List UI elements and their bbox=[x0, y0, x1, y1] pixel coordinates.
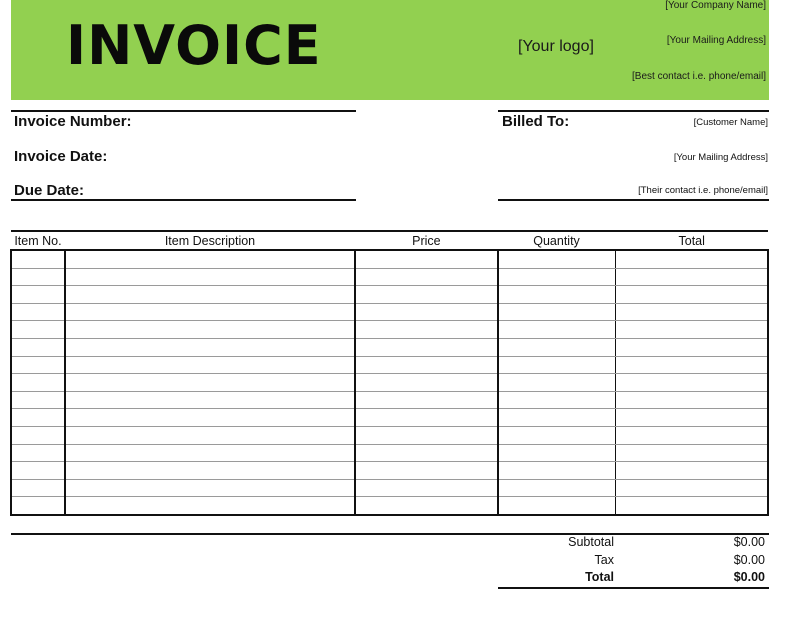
table-cell[interactable] bbox=[615, 462, 768, 480]
table-cell[interactable] bbox=[498, 268, 616, 286]
table-cell[interactable] bbox=[11, 286, 65, 304]
company-mailing-address[interactable]: [Your Mailing Address] bbox=[666, 35, 766, 46]
table-row bbox=[11, 409, 768, 427]
table-cell[interactable] bbox=[498, 286, 616, 304]
table-cell[interactable] bbox=[498, 479, 616, 497]
table-cell[interactable] bbox=[615, 286, 768, 304]
table-row bbox=[11, 268, 768, 286]
table-cell[interactable] bbox=[498, 250, 616, 268]
table-cell[interactable] bbox=[498, 356, 616, 374]
table-cell[interactable] bbox=[498, 444, 616, 462]
table-cell[interactable] bbox=[65, 426, 355, 444]
table-row bbox=[11, 356, 768, 374]
table-cell[interactable] bbox=[498, 338, 616, 356]
table-cell[interactable] bbox=[65, 321, 355, 339]
table-row bbox=[11, 497, 768, 515]
customer-contact[interactable]: [Their contact i.e. phone/email] bbox=[638, 185, 768, 196]
table-cell[interactable] bbox=[355, 338, 498, 356]
table-cell[interactable] bbox=[65, 286, 355, 304]
table-cell[interactable] bbox=[65, 497, 355, 515]
table-row bbox=[11, 374, 768, 392]
table-cell[interactable] bbox=[498, 374, 616, 392]
customer-mailing-address[interactable]: [Your Mailing Address] bbox=[673, 152, 768, 163]
table-cell[interactable] bbox=[498, 391, 616, 409]
table-row bbox=[11, 444, 768, 462]
table-cell[interactable] bbox=[355, 462, 498, 480]
company-contact[interactable]: [Best contact i.e. phone/email] bbox=[632, 71, 766, 82]
logo-placeholder[interactable]: [Your logo] bbox=[518, 38, 594, 55]
table-cell[interactable] bbox=[498, 321, 616, 339]
subtotal-value: $0.00 bbox=[733, 535, 765, 549]
table-cell[interactable] bbox=[65, 462, 355, 480]
table-cell[interactable] bbox=[65, 444, 355, 462]
billed-bottom-rule bbox=[498, 199, 769, 201]
table-cell[interactable] bbox=[355, 391, 498, 409]
table-row bbox=[11, 286, 768, 304]
total-label: Total bbox=[585, 570, 614, 584]
table-cell[interactable] bbox=[11, 268, 65, 286]
company-name[interactable]: [Your Company Name] bbox=[665, 0, 766, 11]
col-price: Price bbox=[355, 231, 498, 250]
col-item-no: Item No. bbox=[11, 231, 65, 250]
table-cell[interactable] bbox=[355, 374, 498, 392]
col-total: Total bbox=[615, 231, 768, 250]
customer-name[interactable]: [Customer Name] bbox=[693, 117, 768, 128]
table-cell[interactable] bbox=[11, 479, 65, 497]
billed-to-label: Billed To: bbox=[502, 113, 570, 130]
table-cell[interactable] bbox=[615, 374, 768, 392]
table-cell[interactable] bbox=[65, 250, 355, 268]
table-cell[interactable] bbox=[11, 356, 65, 374]
table-row bbox=[11, 426, 768, 444]
table-cell[interactable] bbox=[498, 462, 616, 480]
table-cell[interactable] bbox=[11, 391, 65, 409]
info-top-rule bbox=[11, 110, 356, 112]
invoice-header bbox=[11, 0, 769, 100]
table-cell[interactable] bbox=[11, 497, 65, 515]
total-value: $0.00 bbox=[733, 570, 765, 584]
table-cell[interactable] bbox=[11, 374, 65, 392]
table-row bbox=[11, 303, 768, 321]
table-cell[interactable] bbox=[498, 497, 616, 515]
table-cell[interactable] bbox=[11, 409, 65, 427]
table-cell[interactable] bbox=[615, 444, 768, 462]
table-cell[interactable] bbox=[615, 391, 768, 409]
items-header-row bbox=[11, 231, 768, 250]
billed-top-rule bbox=[498, 110, 769, 112]
table-row bbox=[11, 321, 768, 339]
table-cell[interactable] bbox=[615, 338, 768, 356]
table-row bbox=[11, 479, 768, 497]
table-cell[interactable] bbox=[355, 356, 498, 374]
table-row bbox=[11, 391, 768, 409]
invoice-number-label: Invoice Number: bbox=[14, 113, 132, 130]
table-cell[interactable] bbox=[355, 479, 498, 497]
table-cell[interactable] bbox=[498, 426, 616, 444]
table-cell[interactable] bbox=[355, 303, 498, 321]
due-date-label: Due Date: bbox=[14, 182, 85, 199]
subtotal-row bbox=[498, 535, 768, 552]
table-cell[interactable] bbox=[11, 338, 65, 356]
subtotal-label: Subtotal bbox=[568, 535, 614, 549]
items-table bbox=[10, 230, 769, 516]
table-cell[interactable] bbox=[11, 250, 65, 268]
table-cell[interactable] bbox=[11, 444, 65, 462]
table-cell[interactable] bbox=[498, 303, 616, 321]
table-cell[interactable] bbox=[65, 409, 355, 427]
table-cell[interactable] bbox=[615, 356, 768, 374]
tax-row bbox=[498, 553, 768, 570]
table-cell[interactable] bbox=[615, 321, 768, 339]
tax-label: Tax bbox=[594, 553, 614, 567]
info-bottom-rule bbox=[11, 199, 356, 201]
totals-bottom-rule bbox=[498, 587, 769, 589]
invoice-title: INVOICE bbox=[66, 14, 322, 77]
table-cell[interactable] bbox=[11, 426, 65, 444]
col-item-description: Item Description bbox=[65, 231, 355, 250]
table-row bbox=[11, 462, 768, 480]
table-cell[interactable] bbox=[11, 462, 65, 480]
table-row bbox=[11, 250, 768, 268]
table-row bbox=[11, 338, 768, 356]
table-cell[interactable] bbox=[615, 426, 768, 444]
table-cell[interactable] bbox=[615, 250, 768, 268]
table-cell[interactable] bbox=[615, 268, 768, 286]
table-cell[interactable] bbox=[65, 356, 355, 374]
invoice-date-label: Invoice Date: bbox=[14, 148, 108, 165]
table-cell[interactable] bbox=[65, 391, 355, 409]
table-cell[interactable] bbox=[65, 268, 355, 286]
table-cell[interactable] bbox=[355, 409, 498, 427]
table-cell[interactable] bbox=[355, 497, 498, 515]
table-cell[interactable] bbox=[355, 426, 498, 444]
table-cell[interactable] bbox=[355, 268, 498, 286]
table-cell[interactable] bbox=[615, 497, 768, 515]
table-cell[interactable] bbox=[498, 409, 616, 427]
table-cell[interactable] bbox=[11, 321, 65, 339]
table-cell[interactable] bbox=[65, 374, 355, 392]
table-cell[interactable] bbox=[65, 479, 355, 497]
table-cell[interactable] bbox=[355, 250, 498, 268]
table-cell[interactable] bbox=[355, 444, 498, 462]
table-cell[interactable] bbox=[615, 479, 768, 497]
table-cell[interactable] bbox=[355, 286, 498, 304]
table-cell[interactable] bbox=[615, 409, 768, 427]
table-cell[interactable] bbox=[11, 303, 65, 321]
table-cell[interactable] bbox=[615, 303, 768, 321]
table-cell[interactable] bbox=[65, 338, 355, 356]
items-body bbox=[11, 250, 768, 515]
table-cell[interactable] bbox=[65, 303, 355, 321]
table-cell[interactable] bbox=[355, 321, 498, 339]
tax-value: $0.00 bbox=[733, 553, 765, 567]
col-quantity: Quantity bbox=[498, 231, 616, 250]
total-row bbox=[498, 570, 768, 587]
